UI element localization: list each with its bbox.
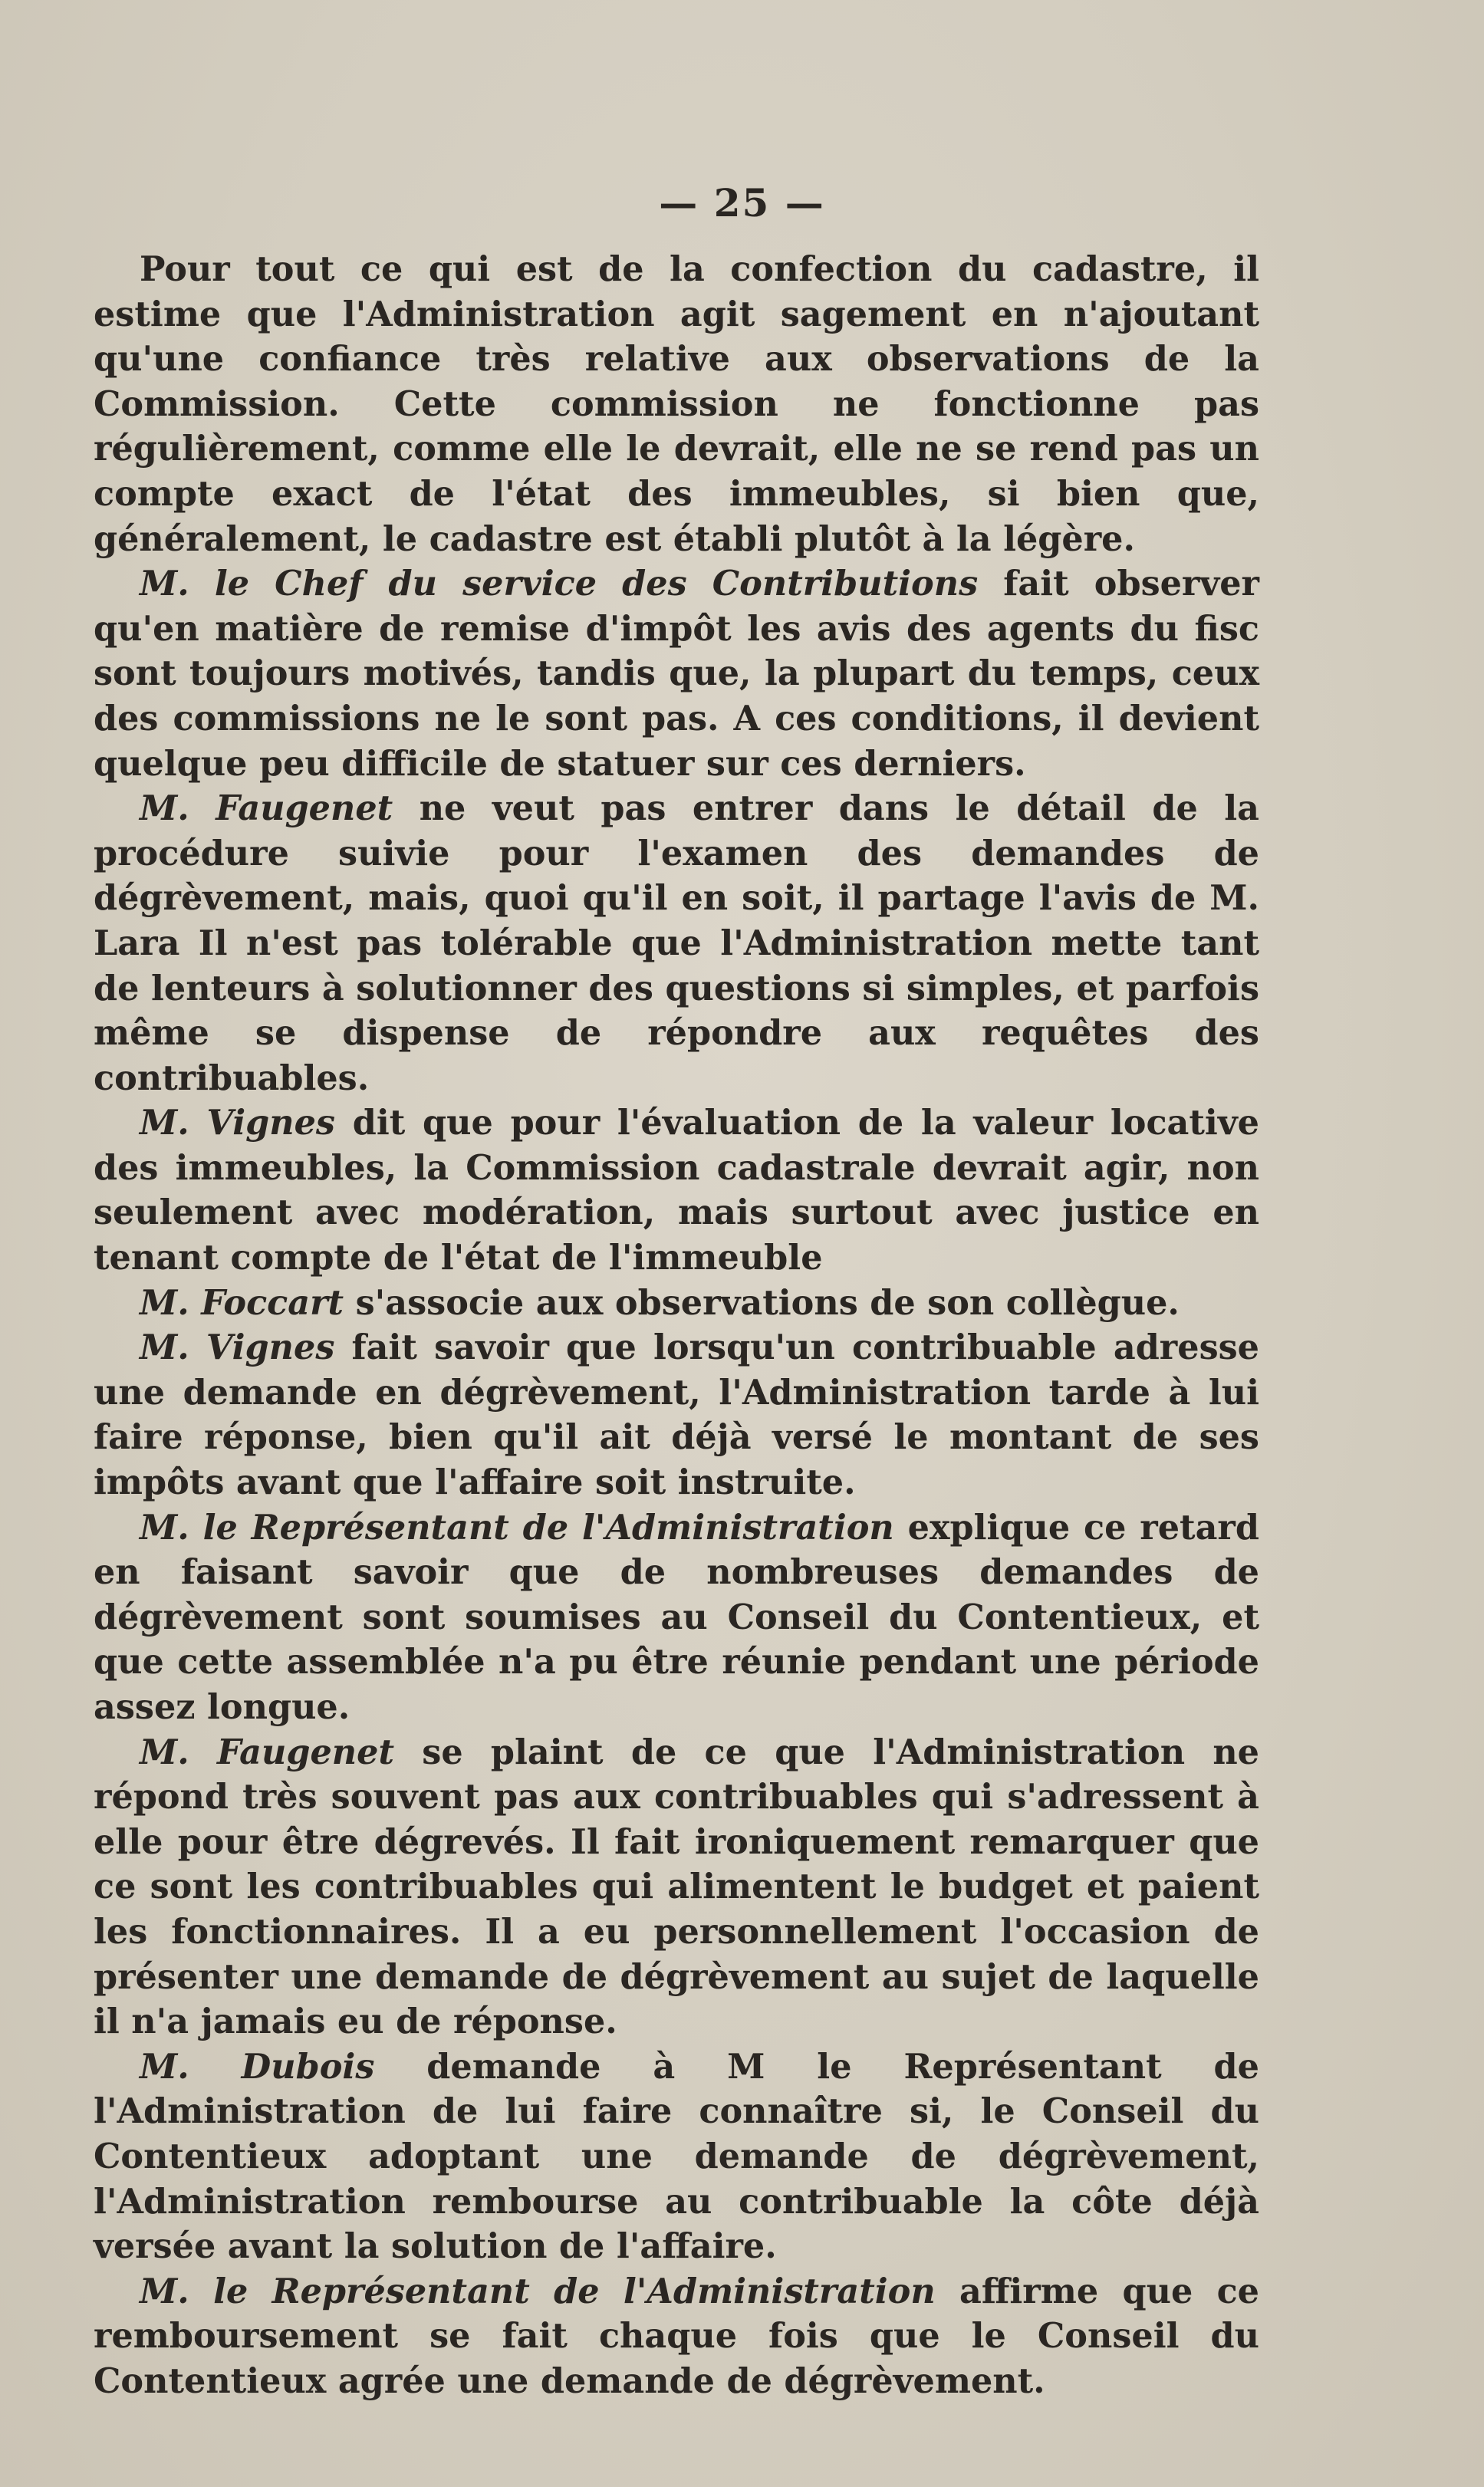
paragraph-text: se plaint de ce que l'Administration ne répond très souvent pas aux contribuables qui s'adressent à elle pour être dégrevés. Il fait ironiquement remarquer que ce sont les contribuables qui alimentent le budget et paient les fonctionnaires. Il a eu personnellement l'occasion de présenter une demande de dégrèvement au sujet de laquelle il n'a jamais eu de réponse. <box>94 1732 1259 2042</box>
speaker-name: M. Dubois <box>140 2046 375 2087</box>
speaker-name: M. le Chef du service des Contributions <box>140 564 979 604</box>
paragraph-text: ne veut pas entrer dans le détail de la procédure suivie pour l'examen des demandes de dégrèvement, mais, quoi qu'il en soit, il partage l'avis de M. Lara Il n'est pas tolérable que l'Administration mette tant de lenteurs à solutionner des questions si simples, et parfois même se dispense de répondre aux requêtes des contribuables. <box>94 788 1259 1098</box>
paragraph-text: demande à M le Représentant de l'Administration de lui faire connaître si, le Conseil du Contentieux adoptant une demande de dégrèvement, l'Administration rembourse au contribuable la côte déjà versée avant la solution de l'affaire. <box>94 2046 1259 2267</box>
speaker-name: M. Faugenet <box>140 1732 395 1772</box>
text-body <box>94 247 1259 2404</box>
speaker-name: M. Vignes <box>140 1327 335 1368</box>
speaker-name: M. le Représentant de l'Administration <box>140 2271 936 2311</box>
paragraph <box>94 1505 1259 1730</box>
paragraph <box>94 786 1259 1100</box>
paragraph-text: dit que pour l'évaluation de la valeur locative des immeubles, la Commission cadastrale devrait agir, non seulement avec modération, mais surtout avec justice en tenant compte de l'état de l'immeuble <box>94 1103 1259 1278</box>
paragraph-text: Pour tout ce qui est de la confection du cadastre, il estime que l'Administration agit sagement en n'ajoutant qu'une confiance très relative aux observations de la Commission. Cette commission ne fonctionne pas régulièrement, comme elle le devrait, elle ne se rend pas un compte exact de l'état des immeubles, si bien que, généralement, le cadastre est établi plutôt à la légère. <box>94 249 1259 559</box>
speaker-name: M. Vignes <box>140 1103 335 1143</box>
paragraph <box>94 247 1259 561</box>
paragraph <box>94 1100 1259 1280</box>
paragraph-text: fait observer qu'en matière de remise d'impôt les avis des agents du fisc sont toujours motivés, tandis que, la plupart du temps, ceux des commissions ne le sont pas. A ces conditions, il devient quelque peu difficile de statuer sur ces derniers. <box>94 564 1259 784</box>
paragraph <box>94 1325 1259 1505</box>
speaker-name: M. le Représentant de l'Administration <box>140 1507 894 1548</box>
paragraph-text: s'associe aux observations de son collègue. <box>344 1282 1180 1323</box>
paragraph <box>94 561 1259 786</box>
paragraph <box>94 1730 1259 2045</box>
speaker-name: M. Foccart <box>140 1282 344 1323</box>
paragraph-text: explique ce retard en faisant savoir que de nombreuses demandes de dégrèvement sont soumises au Conseil du Contentieux, et que cette assemblée n'a pu être réunie pendant une période assez longue. <box>94 1507 1259 1727</box>
paragraph <box>94 2269 1259 2404</box>
paragraph-text: fait savoir que lorsqu'un contribuable adresse une demande en dégrèvement, l'Administration tarde à lui faire réponse, bien qu'il ait déjà versé le montant de ses impôts avant que l'affaire soit instruite. <box>94 1327 1259 1503</box>
paragraph <box>94 2045 1259 2269</box>
page-number: — 25 — <box>659 180 825 225</box>
paragraph-text: affirme que ce remboursement se fait chaque fois que le Conseil du Contentieux agrée une demande de dégrèvement. <box>94 2271 1259 2401</box>
paragraph <box>94 1281 1259 1326</box>
speaker-name: M. Faugenet <box>140 788 393 829</box>
